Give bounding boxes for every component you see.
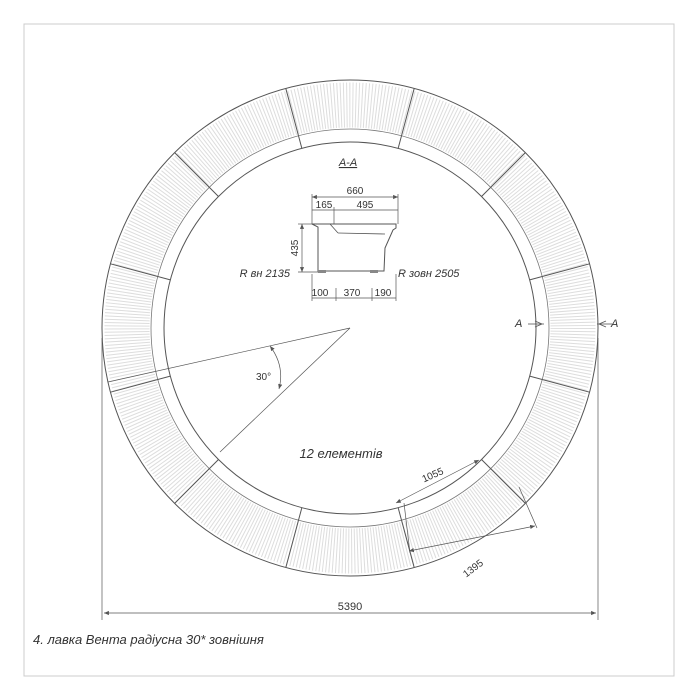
dim-top-left: 165 [315,200,333,211]
dim-bottom-left: 100 [311,288,329,299]
profile-dimensions [298,194,398,301]
seat-line [330,224,338,233]
seat-line-2 [338,233,385,234]
angle-label: 30° [256,372,272,383]
elements-count: 12 елементів [299,446,383,461]
outer-chord-label: 1395 [461,557,486,581]
radius-inner-label: R вн 2135 [239,268,290,280]
dim-bottom-middle: 370 [343,288,361,299]
section-marker-left: А [515,318,523,330]
foot-right [370,270,378,273]
dim-overall-width: 660 [346,186,364,197]
profile-outline [312,224,396,271]
section-marker-right: А [611,318,619,330]
foot-left [318,270,326,273]
dim-top-right: 495 [356,200,374,211]
dim-height: 435 [290,239,301,257]
bench-profile [312,224,396,273]
section-title: А-А [338,157,358,169]
radius-outer-label: R зовн 2505 [398,268,460,280]
dim-bottom-right: 190 [374,288,392,299]
inner-chord-label: 1055 [420,466,446,486]
overall-diameter-label: 5390 [337,601,363,613]
drawing-caption: 4. лавка Вента радіусна 30* зовнішня [33,632,264,647]
